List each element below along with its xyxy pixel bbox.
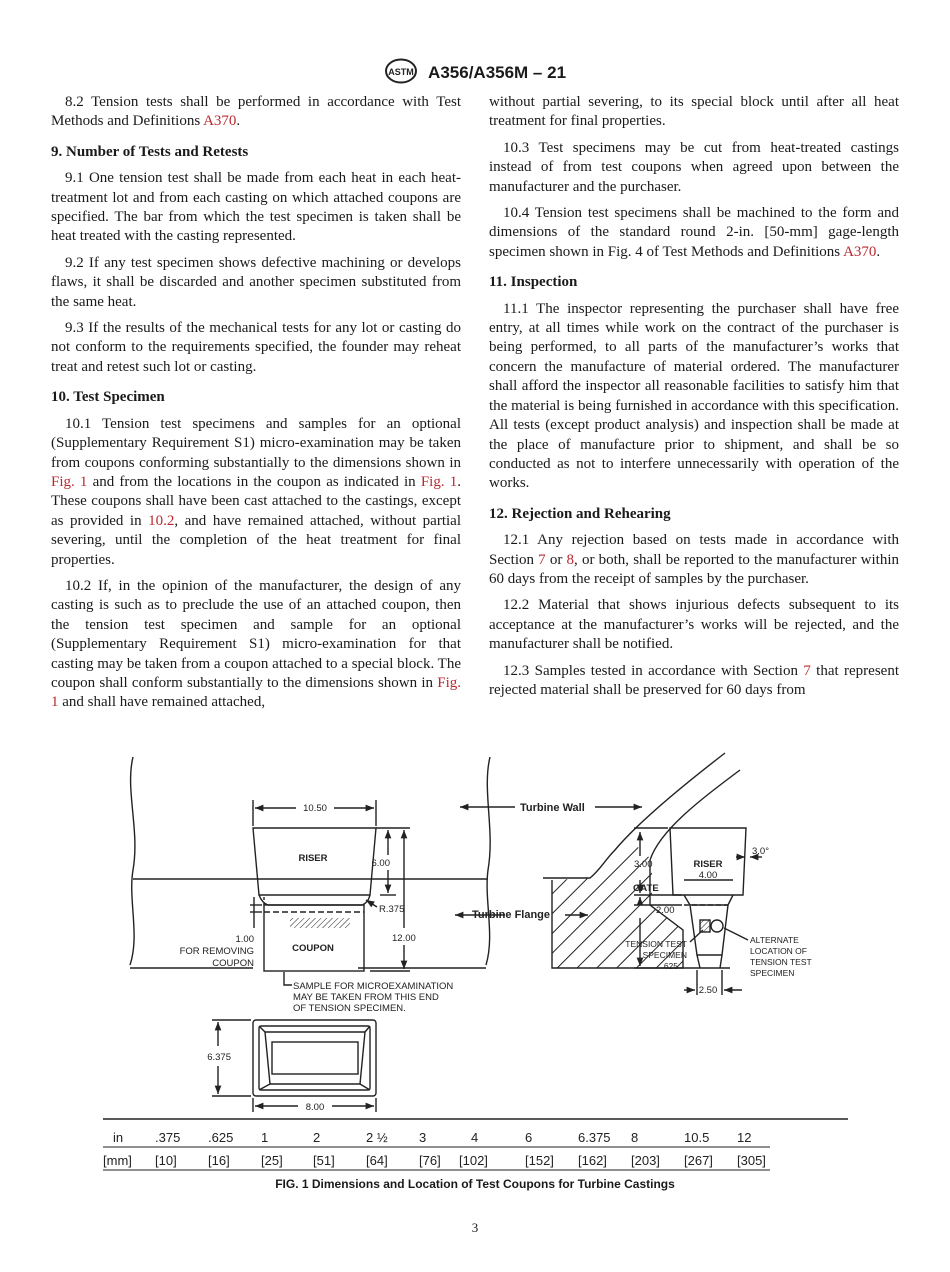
table-mm-value: [267] bbox=[684, 1153, 713, 1168]
label-turbine-wall: Turbine Wall bbox=[520, 802, 585, 814]
table-in-value: 3 bbox=[419, 1130, 427, 1145]
designation: A356/A356M – 21 bbox=[428, 62, 567, 82]
para-12-2: 12.2 Material that shows injurious defects subsequent to its acceptance at the manufacturer’s works will be rejected, and the manufacturer shall be notified. bbox=[489, 597, 899, 653]
table-mm-value: [102] bbox=[459, 1153, 488, 1168]
table-in-value: 2 bbox=[313, 1130, 321, 1145]
table-in-value: 6 bbox=[525, 1130, 533, 1145]
link-section-7[interactable]: 7 bbox=[803, 662, 811, 679]
dim-6-375: 6.375 bbox=[207, 1052, 231, 1063]
table-mm-value: [203] bbox=[631, 1153, 660, 1168]
label-alternate-3: TENSION TEST bbox=[750, 957, 812, 967]
dim-8-00: 8.00 bbox=[305, 1102, 325, 1113]
link-fig1[interactable]: Fig. 1 bbox=[420, 473, 458, 490]
heading-10: 10. Test Specimen bbox=[51, 389, 165, 406]
label-for-removing: FOR REMOVING bbox=[179, 946, 254, 957]
dim-4-00: 4.00 bbox=[698, 870, 718, 881]
label-alternate-4: SPECIMEN bbox=[750, 968, 795, 978]
dim-1-00: 1.00 bbox=[235, 934, 254, 945]
table-in-value: .375 bbox=[155, 1130, 181, 1145]
heading-9: 9. Number of Tests and Retests bbox=[51, 143, 249, 160]
table-in-value: 2 ½ bbox=[366, 1130, 388, 1145]
figure-caption: FIG. 1 Dimensions and Location of Test Coupons for Turbine Castings bbox=[275, 1177, 675, 1191]
para-9-1: 9.1 One tension test shall be made from each heat in each heat-treatment lot and from each casting on which attached coupons are specified. The bar from which the test specimen is taken shall be heat treated with the casting represented. bbox=[51, 170, 461, 245]
dim-2-00: 2.00 bbox=[656, 905, 675, 916]
table-in-value: 4 bbox=[471, 1130, 479, 1145]
dim-3-0-deg: 3.0° bbox=[752, 846, 770, 857]
label-tension-test-2: SPECIMEN bbox=[642, 950, 687, 960]
table-mm-value: [162] bbox=[578, 1153, 607, 1168]
casting-left-edge bbox=[130, 757, 135, 965]
figure-1 bbox=[0, 740, 950, 1180]
link-section-7[interactable]: 7 bbox=[538, 551, 546, 568]
para-10-3: 10.3 Test specimens may be cut from heat-treated castings instead of from test coupons when agreed upon between the manufacturer and the purchaser. bbox=[489, 139, 899, 195]
label-gate: GATE bbox=[633, 883, 659, 894]
para-10-1: 10.1 Tension test specimens and samples for an optional (Supplementary Requirement S1) micro-examination may be taken from coupons conforming substantially to the dimensions shown in Fig. 1 and from the locations in the coupon as indicated in Fig. 1. These coupons shall have been cast attached to the castings, except as provided in 10.2, and have remained attached, without partial severing, until the completion of the heat treatment for final properties. bbox=[51, 415, 462, 568]
heading-11: 11. Inspection bbox=[489, 274, 578, 291]
page-header bbox=[0, 58, 950, 89]
label-alternate-1: ALTERNATE bbox=[750, 935, 799, 945]
sample-note-1: SAMPLE FOR MICROEXAMINATION bbox=[293, 981, 454, 992]
right-column bbox=[489, 93, 899, 707]
dim-625: .625 bbox=[661, 961, 678, 971]
sample-note-3: OF TENSION SPECIMEN. bbox=[293, 1003, 406, 1014]
para-8-2: 8.2 Tension tests shall be performed in accordance with Test Methods and Definitions A370. bbox=[51, 94, 461, 130]
dim-12-00: 12.00 bbox=[392, 933, 416, 944]
page-number: 3 bbox=[471, 1220, 479, 1235]
table-mm-value: [76] bbox=[419, 1153, 441, 1168]
label-coupon-small: COUPON bbox=[212, 958, 254, 969]
link-a370[interactable]: A370 bbox=[843, 243, 877, 260]
label-r-375: R.375 bbox=[379, 904, 405, 915]
link-a370[interactable]: A370 bbox=[203, 113, 237, 130]
table-in-value: 6.375 bbox=[578, 1130, 611, 1145]
para-10-2: 10.2 If, in the opinion of the manufacturer, the design of any casting is such as to preclude the use of an attached coupon, then the tension test specimen and sample for an optional (Supplementary Requirement S1) micro-examination for that casting may be taken from a coupon attached to a special block. The coupon shall conform substantially to the dimensions shown in Fig. 1 and shall have remained attached, bbox=[51, 577, 461, 711]
table-in-label: in bbox=[113, 1130, 124, 1145]
link-10-2[interactable]: 10.2 bbox=[148, 512, 175, 529]
label-turbine-flange: Turbine Flange bbox=[472, 909, 551, 921]
dim-10-50: 10.50 bbox=[303, 803, 327, 814]
table-in-value: 12 bbox=[737, 1130, 752, 1145]
table-mm-value: [64] bbox=[366, 1153, 388, 1168]
coupon-outline bbox=[264, 905, 364, 971]
label-coupon: COUPON bbox=[292, 943, 334, 954]
sample-note-2: MAY BE TAKEN FROM THIS END bbox=[293, 992, 439, 1003]
table-mm-value: [25] bbox=[261, 1153, 283, 1168]
dim-3-00: 3.00 bbox=[634, 859, 653, 870]
label-riser: RISER bbox=[298, 853, 328, 864]
astm-logo-icon bbox=[384, 58, 418, 89]
para-9-2: 9.2 If any test specimen shows defective machining or develops flaws, it shall be discarded and another specimen substituted from the same heat. bbox=[51, 254, 461, 310]
label-riser-2: RISER bbox=[693, 859, 723, 870]
svg-text:ASTM: ASTM bbox=[388, 67, 414, 77]
dim-2-50: 2.50 bbox=[698, 985, 718, 996]
table-mm-value: [10] bbox=[155, 1153, 177, 1168]
heading-12: 12. Rejection and Rehearing bbox=[489, 505, 671, 522]
para-9-3: 9.3 If the results of the mechanical tests for any lot or casting do not conform to the requirements specified, the founder may reheat treat and retest such lot or casting. bbox=[51, 320, 461, 375]
label-tension-test-1: TENSION TEST bbox=[625, 939, 687, 949]
table-in-value: 10.5 bbox=[684, 1130, 710, 1145]
dim-6-00: 6.00 bbox=[371, 858, 390, 869]
sample-hatch bbox=[290, 918, 350, 928]
label-alternate-2: LOCATION OF bbox=[750, 946, 807, 956]
casting-right-edge bbox=[486, 757, 490, 965]
table-in-value: 1 bbox=[261, 1130, 269, 1145]
para-10-4: 10.4 Tension test specimens shall be machined to the form and dimensions of the standard round 2-in. [50-mm] gage-length specimen shown in Fig. 4 of Test Methods and Definitions A370. bbox=[489, 205, 899, 260]
para-12-3: 12.3 Samples tested in accordance with Section 7 that represent rejected material shall be preserved for 60 days from bbox=[489, 662, 899, 698]
conversion-table bbox=[103, 1130, 766, 1168]
table-in-value: 8 bbox=[631, 1130, 639, 1145]
link-fig1[interactable]: Fig. 1 bbox=[51, 674, 461, 711]
link-section-8[interactable]: 8 bbox=[566, 551, 575, 568]
table-mm-value: [152] bbox=[525, 1153, 554, 1168]
para-11-1: 11.1 The inspector representing the purchaser shall have free entry, at all times while work on the contract of the purchaser is being performed, to all parts of the manufacturer’s works that concern the manufacture of material ordered. The manufacturer shall afford the inspector all reasonable facilities to satisfy him that the material is being furnished in accordance with this specification. All tests (except product analysis) and inspection shall be made at the place of manufacture prior to shipment, and shall be so conducted as not to interfere unnecessarily with operation of the works. bbox=[489, 300, 899, 492]
table-mm-label: [mm] bbox=[103, 1153, 132, 1168]
link-fig1[interactable]: Fig. 1 bbox=[51, 473, 88, 490]
table-in-value: .625 bbox=[208, 1130, 234, 1145]
table-mm-value: [305] bbox=[737, 1153, 766, 1168]
table-mm-value: [51] bbox=[313, 1153, 335, 1168]
table-mm-value: [16] bbox=[208, 1153, 230, 1168]
para-12-1: 12.1 Any rejection based on tests made in accordance with Section 7 or 8, or both, shall be reported to the manufacturer within 60 days from the receipt of samples by the purchaser. bbox=[489, 532, 900, 587]
left-column bbox=[51, 93, 461, 720]
para-continued: without partial severing, to its special block until after all heat treatment for final properties. bbox=[489, 94, 899, 130]
